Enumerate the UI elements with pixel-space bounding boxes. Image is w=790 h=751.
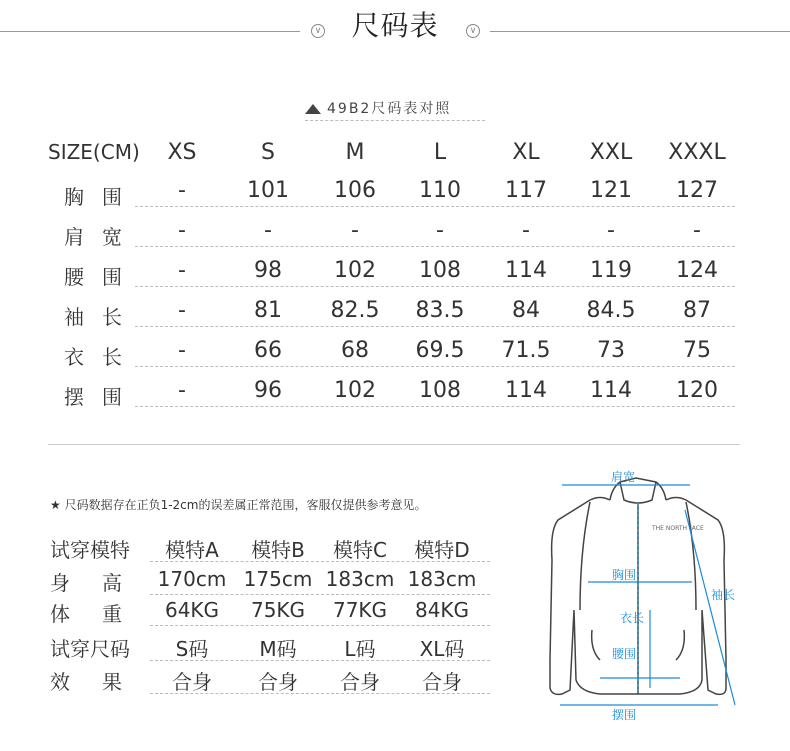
model-row-label: 效 果 bbox=[50, 670, 128, 694]
size-cell: 114 bbox=[590, 378, 632, 403]
size-table-caption: 49B2尺码表对照 bbox=[305, 98, 451, 118]
row-separator bbox=[150, 693, 490, 694]
sleeve-label: 袖长 bbox=[711, 588, 736, 602]
model-cell: 模特B bbox=[251, 538, 305, 562]
size-cell: - bbox=[264, 218, 272, 243]
model-cell: 合身 bbox=[422, 670, 462, 694]
size-column-header: S bbox=[261, 140, 275, 165]
size-cell: 68 bbox=[341, 338, 369, 363]
size-cell: - bbox=[178, 298, 186, 323]
model-cell: M码 bbox=[259, 637, 297, 661]
model-cell: 合身 bbox=[340, 670, 380, 694]
page-title: 尺码表 bbox=[351, 9, 439, 42]
size-column-header: XS bbox=[167, 140, 197, 165]
size-row-label: 摆围 bbox=[64, 385, 140, 409]
model-cell: 合身 bbox=[258, 670, 298, 694]
model-cell: 模特A bbox=[165, 538, 219, 562]
size-cell: - bbox=[178, 218, 186, 243]
row-separator bbox=[135, 366, 735, 367]
size-cell: - bbox=[693, 218, 701, 243]
jacket-diagram bbox=[540, 460, 790, 730]
size-note: ★ 尺码数据存在正负1-2cm的误差属正常范围，客服仅提供参考意见。 bbox=[50, 498, 427, 512]
section-divider bbox=[48, 444, 740, 445]
size-cell: 98 bbox=[254, 258, 282, 283]
size-header-label: SIZE(CM) bbox=[48, 140, 140, 164]
model-cell: 合身 bbox=[172, 670, 212, 694]
size-column-header: XXXL bbox=[668, 140, 726, 165]
mountain-icon bbox=[305, 104, 321, 114]
model-cell: 64KG bbox=[164, 598, 220, 622]
chest-label: 胸围 bbox=[612, 568, 637, 582]
row-separator bbox=[135, 406, 735, 407]
chevron-down-icon: ∨ bbox=[311, 24, 325, 38]
model-cell: L码 bbox=[344, 637, 376, 661]
size-cell: 96 bbox=[254, 378, 282, 403]
chevron-down-icon: ∨ bbox=[466, 24, 480, 38]
row-separator bbox=[150, 625, 490, 626]
size-cell: - bbox=[522, 218, 530, 243]
model-cell: XL码 bbox=[419, 637, 465, 661]
size-cell: - bbox=[178, 338, 186, 363]
row-separator bbox=[150, 660, 490, 661]
size-cell: 124 bbox=[676, 258, 718, 283]
size-cell: 102 bbox=[334, 378, 376, 403]
model-cell: 84KG bbox=[414, 598, 470, 622]
size-cell: 119 bbox=[590, 258, 632, 283]
hem-label: 摆围 bbox=[612, 708, 637, 722]
row-separator bbox=[150, 561, 490, 562]
size-cell: - bbox=[351, 218, 359, 243]
shoulder-label: 肩宽 bbox=[611, 470, 636, 484]
model-row-label: 身 高 bbox=[50, 571, 128, 595]
size-cell: 102 bbox=[334, 258, 376, 283]
size-cell: 83.5 bbox=[415, 298, 465, 323]
size-cell: - bbox=[436, 218, 444, 243]
length-label: 衣长 bbox=[620, 611, 645, 625]
size-cell: - bbox=[178, 378, 186, 403]
model-row-label: 体 重 bbox=[50, 602, 128, 626]
size-cell: 69.5 bbox=[415, 338, 465, 363]
size-cell: 127 bbox=[676, 178, 718, 203]
size-cell: 121 bbox=[590, 178, 632, 203]
caption-underline bbox=[305, 120, 485, 121]
model-cell: 75KG bbox=[250, 598, 306, 622]
size-row-label: 腰围 bbox=[64, 265, 140, 289]
row-separator bbox=[135, 206, 735, 207]
model-cell: 175cm bbox=[243, 567, 313, 591]
size-row-label: 胸围 bbox=[64, 185, 140, 209]
header-rule-left bbox=[0, 31, 300, 32]
size-cell: 81 bbox=[254, 298, 282, 323]
row-separator bbox=[150, 594, 490, 595]
size-cell: - bbox=[178, 178, 186, 203]
size-column-header: M bbox=[345, 140, 365, 165]
size-cell: 114 bbox=[505, 378, 547, 403]
model-row-label: 试穿尺码 bbox=[50, 637, 130, 661]
size-cell: 73 bbox=[597, 338, 625, 363]
size-row-label: 肩宽 bbox=[64, 225, 140, 249]
waist-label: 腰围 bbox=[612, 647, 637, 661]
model-cell: 183cm bbox=[407, 567, 477, 591]
model-cell: 模特C bbox=[333, 538, 387, 562]
row-separator bbox=[135, 246, 735, 247]
size-cell: - bbox=[607, 218, 615, 243]
size-cell: 108 bbox=[419, 378, 461, 403]
header-rule-right bbox=[490, 31, 790, 32]
model-cell: S码 bbox=[175, 637, 209, 661]
size-cell: 106 bbox=[334, 178, 376, 203]
model-row-label: 试穿模特 bbox=[50, 538, 130, 562]
size-cell: 71.5 bbox=[501, 338, 551, 363]
size-cell: 117 bbox=[505, 178, 547, 203]
model-cell: 77KG bbox=[332, 598, 388, 622]
size-column-header: XXL bbox=[589, 140, 633, 165]
size-cell: 82.5 bbox=[330, 298, 380, 323]
size-row-label: 衣长 bbox=[64, 345, 140, 369]
model-cell: 模特D bbox=[414, 538, 470, 562]
size-cell: 84 bbox=[512, 298, 540, 323]
size-column-header: L bbox=[433, 140, 447, 165]
size-cell: 101 bbox=[247, 178, 289, 203]
size-cell: 110 bbox=[419, 178, 461, 203]
svg-text:THE NORTH FACE: THE NORTH FACE bbox=[652, 525, 704, 532]
size-column-header: XL bbox=[512, 140, 540, 165]
model-cell: 170cm bbox=[157, 567, 227, 591]
model-cell: 183cm bbox=[325, 567, 395, 591]
row-separator bbox=[135, 286, 735, 287]
size-cell: 114 bbox=[505, 258, 547, 283]
size-cell: 87 bbox=[683, 298, 711, 323]
row-separator bbox=[135, 326, 735, 327]
size-cell: - bbox=[178, 258, 186, 283]
size-cell: 84.5 bbox=[586, 298, 636, 323]
size-cell: 75 bbox=[683, 338, 711, 363]
size-cell: 66 bbox=[254, 338, 282, 363]
size-cell: 120 bbox=[676, 378, 718, 403]
size-row-label: 袖长 bbox=[64, 305, 140, 329]
size-cell: 108 bbox=[419, 258, 461, 283]
